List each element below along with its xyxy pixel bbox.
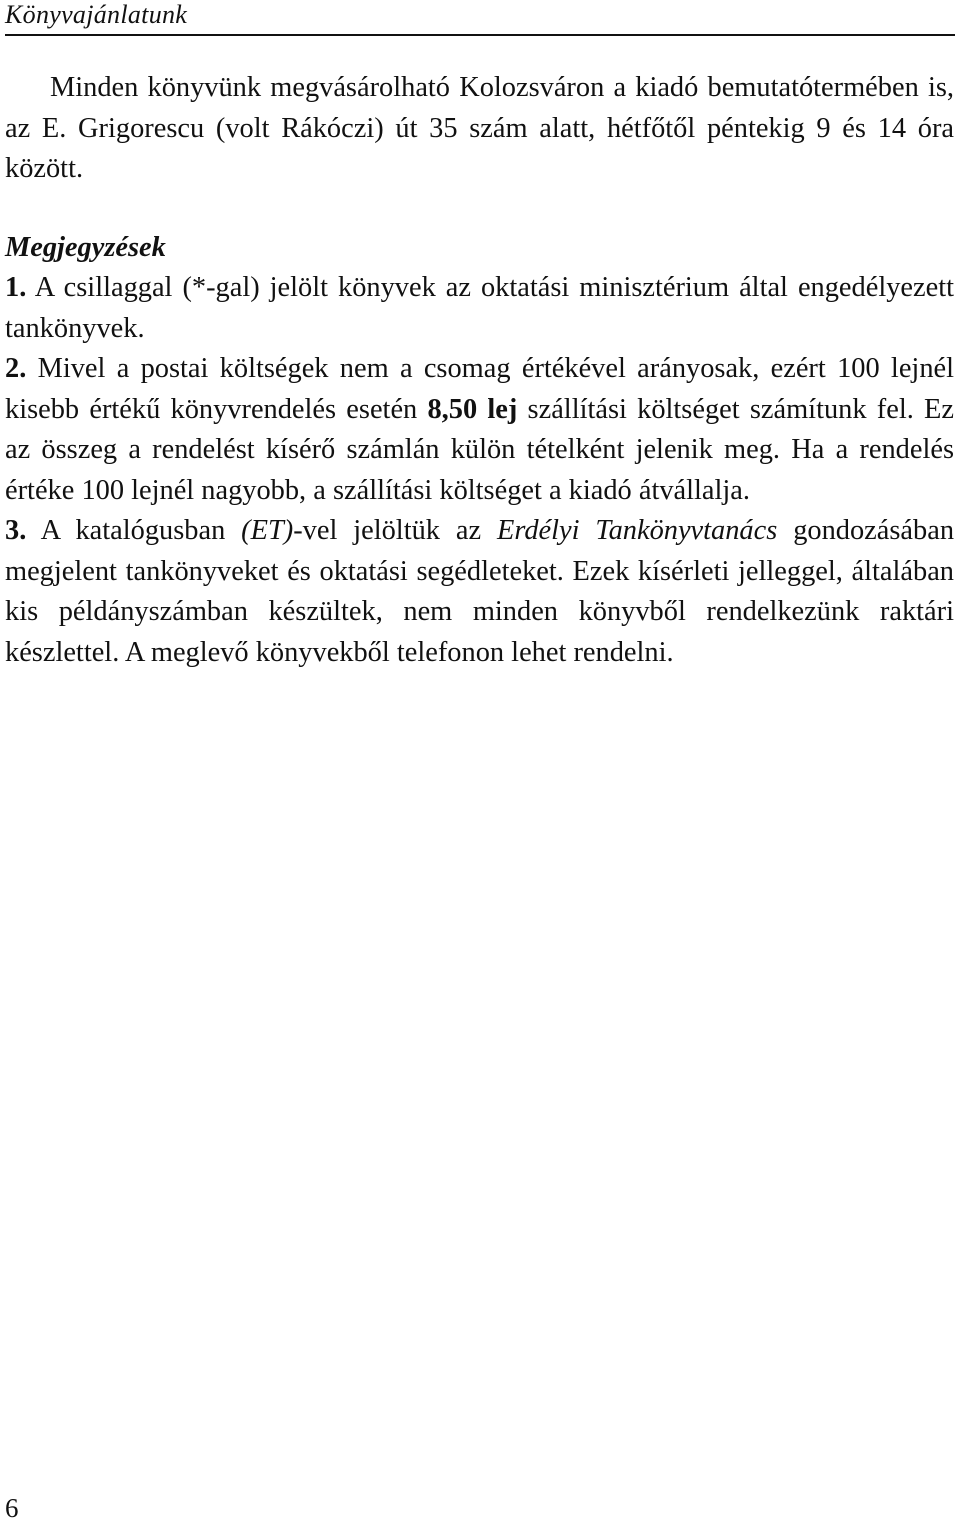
- shipping-fee-amount: 8,50 lej: [427, 393, 518, 425]
- council-name: Erdélyi Tankönyvtanács: [496, 515, 778, 546]
- note-3-number: 3.: [5, 515, 27, 546]
- note-1-number: 1.: [5, 272, 27, 303]
- page-number: 6: [5, 1493, 19, 1523]
- running-header: [5, 0, 955, 36]
- note-2: [5, 349, 954, 511]
- note-3-text-a: A katalógusban: [26, 515, 242, 546]
- running-header-title: Könyvajánlatunk: [5, 0, 188, 29]
- page-content: [5, 68, 954, 673]
- note-1-text: A csillaggal (*-gal) jelölt könyvek az oktatási minisztérium által engedélyezett tankönyvek.: [5, 272, 954, 344]
- note-2-number: 2.: [5, 353, 27, 384]
- note-3-text-c: gondozásában megjelent tankönyveket és oktatási segédleteket. Ezek kísérleti jelleggel, általában kis példányszámban készültek, nem minden könyvből rendelkezünk raktári készlettel. A meglevő könyvekből telefonon lehet rendelni.: [5, 515, 955, 668]
- note-2-text-after: szállítási költséget számítunk fel. Ez az összeg a rendelést kísérő számlán külön tételként jelenik meg. Ha a rendelés értéke 100 lejnél nagyobb, a szállítási költséget a kiadó átvállalja.: [5, 393, 954, 506]
- note-2-text-before: Mivel a postai költségek nem a csomag értékével arányosak, ezért 100 lejnél kisebb értékű könyvrendelés esetén: [5, 353, 954, 425]
- notes-heading: Megjegyzések: [5, 231, 166, 263]
- note-3-text-b: -vel jelöltük az: [293, 515, 497, 546]
- intro-paragraph: Minden könyvünk megvásárolható Kolozsváron a kiadó bemutatótermében is, az E. Grigorescu (volt Rákóczi) út 35 szám alatt, hétfőtől péntekig 9 és 14 óra között.: [5, 72, 954, 184]
- note-3: [5, 511, 954, 673]
- et-marker: (ET): [241, 515, 294, 546]
- note-1: [5, 268, 954, 349]
